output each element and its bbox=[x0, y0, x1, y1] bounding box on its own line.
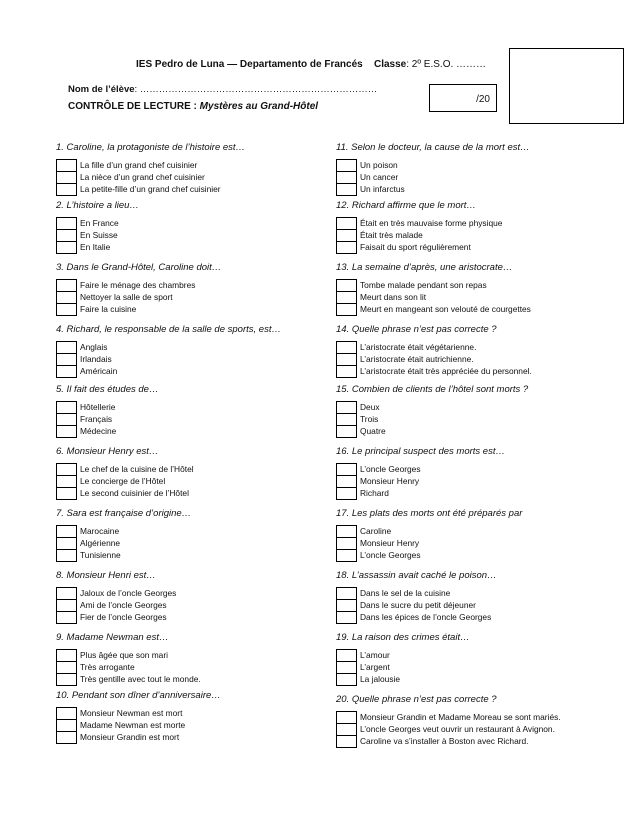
answer-option: En France bbox=[80, 218, 119, 228]
answer-checkbox[interactable] bbox=[337, 230, 356, 242]
question-text: 1. Caroline, la protagoniste de l’histoire est… bbox=[56, 142, 246, 153]
answer-checkbox[interactable] bbox=[337, 550, 356, 562]
option-list bbox=[360, 159, 405, 195]
checkbox-column bbox=[336, 463, 357, 500]
answer-checkbox[interactable] bbox=[337, 612, 356, 624]
question-7 bbox=[56, 507, 192, 560]
answer-checkbox[interactable] bbox=[57, 732, 76, 744]
checkbox-column bbox=[336, 217, 357, 254]
answer-checkbox[interactable] bbox=[57, 612, 76, 624]
checkbox-column bbox=[56, 649, 77, 686]
checkbox-column bbox=[336, 711, 357, 748]
answer-option: L’oncle Georges bbox=[360, 550, 421, 560]
answer-checkbox[interactable] bbox=[57, 550, 76, 562]
answer-option: Meurt dans son lit bbox=[360, 292, 427, 302]
answer-checkbox[interactable] bbox=[57, 426, 76, 438]
answer-checkbox[interactable] bbox=[57, 464, 76, 476]
checkbox-column bbox=[56, 217, 77, 254]
question-11 bbox=[336, 141, 530, 194]
answer-checkbox[interactable] bbox=[337, 526, 356, 538]
option-list bbox=[80, 587, 176, 623]
answer-checkbox[interactable] bbox=[57, 708, 76, 720]
answer-option: Était en très mauvaise forme physique bbox=[360, 218, 503, 228]
answer-checkbox[interactable] bbox=[337, 280, 356, 292]
name-line bbox=[68, 84, 377, 95]
question-13 bbox=[336, 261, 531, 314]
answer-checkbox[interactable] bbox=[337, 538, 356, 550]
question-text: 18. L’assassin avait caché le poison… bbox=[336, 570, 497, 581]
question-14 bbox=[336, 323, 532, 376]
question-text: 6. Monsieur Henry est… bbox=[56, 446, 159, 457]
answer-option: La jalousie bbox=[360, 674, 401, 684]
answer-option: Algérienne bbox=[80, 538, 121, 548]
answer-checkbox[interactable] bbox=[57, 354, 76, 366]
answer-option: Très arrogante bbox=[80, 662, 135, 672]
answer-checkbox[interactable] bbox=[57, 230, 76, 242]
answer-option: Hôtellerie bbox=[80, 402, 116, 412]
name-value[interactable]: : ………………………………………………………………… bbox=[134, 84, 378, 95]
question-8 bbox=[56, 569, 177, 622]
answer-checkbox[interactable] bbox=[337, 426, 356, 438]
answer-option: Anglais bbox=[80, 342, 108, 352]
answer-checkbox[interactable] bbox=[57, 172, 76, 184]
control-title: Mystères au Grand-Hôtel bbox=[199, 101, 319, 112]
option-list bbox=[360, 525, 421, 561]
question-text: 5. Il fait des études de… bbox=[56, 384, 159, 395]
answer-option: L’oncle Georges bbox=[360, 464, 421, 474]
option-list bbox=[360, 463, 421, 499]
answer-option: Marocaine bbox=[80, 526, 120, 536]
answer-option: Monsieur Henry bbox=[360, 538, 420, 548]
option-list bbox=[360, 711, 561, 747]
option-list bbox=[360, 217, 502, 253]
answer-checkbox[interactable] bbox=[57, 218, 76, 230]
class-line bbox=[374, 59, 486, 70]
answer-option: Tunisienne bbox=[80, 550, 121, 560]
answer-option: Faisait du sport régulièrement bbox=[360, 242, 471, 252]
checkbox-column bbox=[336, 401, 357, 438]
checkbox-column bbox=[336, 525, 357, 562]
answer-checkbox[interactable] bbox=[337, 354, 356, 366]
answer-checkbox[interactable] bbox=[57, 526, 76, 538]
answer-checkbox[interactable] bbox=[57, 538, 76, 550]
option-list bbox=[80, 341, 117, 377]
question-20 bbox=[336, 693, 561, 746]
answer-checkbox[interactable] bbox=[337, 366, 356, 378]
answer-option: Jaloux de l’oncle Georges bbox=[80, 588, 177, 598]
name-label: Nom de l’élève bbox=[68, 84, 135, 95]
answer-checkbox[interactable] bbox=[57, 662, 76, 674]
option-list bbox=[80, 707, 185, 743]
option-list bbox=[360, 401, 386, 437]
answer-option: Médecine bbox=[80, 426, 117, 436]
answer-checkbox[interactable] bbox=[337, 242, 356, 254]
answer-checkbox[interactable] bbox=[337, 342, 356, 354]
answer-option: Le concierge de l’Hôtel bbox=[80, 476, 166, 486]
answer-checkbox[interactable] bbox=[57, 588, 76, 600]
answer-checkbox[interactable] bbox=[337, 662, 356, 674]
answer-option: L’aristocrate était très appréciée du personnel. bbox=[360, 366, 532, 376]
option-list bbox=[80, 649, 201, 685]
answer-checkbox[interactable] bbox=[337, 712, 356, 724]
answer-checkbox[interactable] bbox=[337, 650, 356, 662]
question-6 bbox=[56, 445, 194, 498]
answer-checkbox[interactable] bbox=[337, 184, 356, 196]
answer-option: L’aristocrate était autrichienne. bbox=[360, 354, 474, 364]
answer-checkbox[interactable] bbox=[337, 172, 356, 184]
checkbox-column bbox=[336, 159, 357, 196]
question-text: 4. Richard, le responsable de la salle de sports, est… bbox=[56, 324, 281, 335]
answer-option: Le second cuisinier de l’Hôtel bbox=[80, 488, 189, 498]
question-text: 17. Les plats des morts ont été préparés par bbox=[336, 508, 523, 519]
question-text: 14. Quelle phrase n’est pas correcte ? bbox=[336, 324, 497, 335]
answer-checkbox[interactable] bbox=[337, 218, 356, 230]
answer-option: Plus âgée que son mari bbox=[80, 650, 168, 660]
answer-option: Madame Newman est morte bbox=[80, 720, 186, 730]
question-4 bbox=[56, 323, 281, 376]
question-text: 16. Le principal suspect des morts est… bbox=[336, 446, 505, 457]
answer-checkbox[interactable] bbox=[57, 342, 76, 354]
answer-option: Français bbox=[80, 414, 113, 424]
question-15 bbox=[336, 383, 529, 436]
question-text: 19. La raison des crimes était… bbox=[336, 632, 470, 643]
question-5 bbox=[56, 383, 159, 436]
answer-checkbox[interactable] bbox=[337, 304, 356, 316]
answer-checkbox[interactable] bbox=[337, 600, 356, 612]
answer-checkbox[interactable] bbox=[337, 160, 356, 172]
answer-checkbox[interactable] bbox=[57, 292, 76, 304]
question-text: 2. L’histoire a lieu… bbox=[56, 200, 139, 211]
answer-option: L’argent bbox=[360, 662, 390, 672]
question-18 bbox=[336, 569, 497, 622]
answer-option: Trois bbox=[360, 414, 379, 424]
answer-option: Dans le sel de la cuisine bbox=[360, 588, 451, 598]
answer-option: Monsieur Grandin et Madame Moreau se sont mariés. bbox=[360, 712, 561, 722]
answer-option: Meurt en mangeant son velouté de courgettes bbox=[360, 304, 531, 314]
question-text: 20. Quelle phrase n’est pas correcte ? bbox=[336, 694, 497, 705]
answer-option: Fier de l’oncle Georges bbox=[80, 612, 167, 622]
checkbox-column bbox=[56, 279, 77, 316]
checkbox-column bbox=[56, 341, 77, 378]
answer-option: Monsieur Grandin est mort bbox=[80, 732, 180, 742]
option-list bbox=[80, 463, 194, 499]
answer-option: La petite-fille d’un grand chef cuisinier bbox=[80, 184, 221, 194]
class-label: Classe bbox=[374, 59, 407, 70]
checkbox-column bbox=[56, 401, 77, 438]
answer-checkbox[interactable] bbox=[337, 414, 356, 426]
question-19 bbox=[336, 631, 470, 684]
answer-option: L’aristocrate était végétarienne. bbox=[360, 342, 477, 352]
option-list bbox=[80, 159, 221, 195]
checkbox-column bbox=[336, 649, 357, 686]
question-17 bbox=[336, 507, 523, 560]
answer-checkbox[interactable] bbox=[57, 242, 76, 254]
answer-option: Faire la cuisine bbox=[80, 304, 137, 314]
checkbox-column bbox=[336, 587, 357, 624]
answer-option: Caroline va s’installer à Boston avec Richard. bbox=[360, 736, 529, 746]
header-title: IES Pedro de Luna — Departamento de Francés bbox=[136, 59, 363, 70]
answer-checkbox[interactable] bbox=[337, 588, 356, 600]
answer-checkbox[interactable] bbox=[57, 184, 76, 196]
answer-option: Dans le sucre du petit déjeuner bbox=[360, 600, 476, 610]
answer-option: En Suisse bbox=[80, 230, 118, 240]
answer-option: Caroline bbox=[360, 526, 392, 536]
answer-checkbox[interactable] bbox=[57, 304, 76, 316]
checkbox-column bbox=[56, 587, 77, 624]
control-label: CONTRÔLE DE LECTURE : bbox=[68, 101, 197, 112]
answer-option: Dans les épices de l’oncle Georges bbox=[360, 612, 492, 622]
answer-option: Un infarctus bbox=[360, 184, 405, 194]
option-list bbox=[80, 279, 195, 315]
checkbox-column bbox=[56, 525, 77, 562]
score-text: /20 bbox=[476, 94, 490, 105]
question-12 bbox=[336, 199, 503, 252]
option-list bbox=[360, 587, 491, 623]
photo-box bbox=[509, 48, 624, 124]
answer-option: Ami de l’oncle Georges bbox=[80, 600, 167, 610]
answer-option: La fille d’un grand chef cuisinier bbox=[80, 160, 198, 170]
question-text: 15. Combien de clients de l’hôtel sont morts ? bbox=[336, 384, 529, 395]
checkbox-column bbox=[336, 279, 357, 316]
answer-option: Nettoyer la salle de sport bbox=[80, 292, 173, 302]
option-list bbox=[80, 401, 116, 437]
answer-option: Irlandais bbox=[80, 354, 112, 364]
answer-option: Était très malade bbox=[360, 230, 423, 240]
answer-checkbox[interactable] bbox=[57, 402, 76, 414]
checkbox-column bbox=[56, 159, 77, 196]
question-2 bbox=[56, 199, 139, 252]
option-list bbox=[360, 279, 531, 315]
answer-checkbox[interactable] bbox=[57, 674, 76, 686]
question-text: 13. La semaine d’après, une aristocrate… bbox=[336, 262, 513, 273]
answer-option: Richard bbox=[360, 488, 389, 498]
question-1 bbox=[56, 141, 246, 194]
answer-checkbox[interactable] bbox=[57, 280, 76, 292]
answer-checkbox[interactable] bbox=[337, 292, 356, 304]
answer-option: L’amour bbox=[360, 650, 390, 660]
answer-option: Très gentille avec tout le monde. bbox=[80, 674, 201, 684]
answer-checkbox[interactable] bbox=[337, 674, 356, 686]
answer-checkbox[interactable] bbox=[57, 160, 76, 172]
class-value: : 2º E.S.O. ……… bbox=[406, 59, 487, 70]
checkbox-column bbox=[336, 341, 357, 378]
answer-option: L’oncle Georges veut ouvrir un restaurant à Avignon. bbox=[360, 724, 555, 734]
answer-checkbox[interactable] bbox=[337, 402, 356, 414]
answer-checkbox[interactable] bbox=[57, 414, 76, 426]
answer-checkbox[interactable] bbox=[57, 600, 76, 612]
answer-checkbox[interactable] bbox=[57, 720, 76, 732]
answer-checkbox[interactable] bbox=[337, 488, 356, 500]
answer-option: Deux bbox=[360, 402, 380, 412]
answer-option: En Italie bbox=[80, 242, 111, 252]
option-list bbox=[80, 217, 119, 253]
answer-checkbox[interactable] bbox=[57, 650, 76, 662]
answer-checkbox[interactable] bbox=[57, 366, 76, 378]
answer-option: Tombe malade pendant son repas bbox=[360, 280, 487, 290]
answer-option: Monsieur Newman est mort bbox=[80, 708, 183, 718]
answer-option: Faire le ménage des chambres bbox=[80, 280, 196, 290]
control-heading bbox=[68, 101, 318, 112]
question-3 bbox=[56, 261, 222, 314]
answer-option: Un cancer bbox=[360, 172, 399, 182]
answer-option: Américain bbox=[80, 366, 118, 376]
answer-option: Un poison bbox=[360, 160, 398, 170]
checkbox-column bbox=[56, 463, 77, 500]
answer-checkbox[interactable] bbox=[337, 736, 356, 748]
question-10 bbox=[56, 689, 221, 742]
question-text: 12. Richard affirme que le mort… bbox=[336, 200, 476, 211]
option-list bbox=[80, 525, 121, 561]
answer-checkbox[interactable] bbox=[337, 464, 356, 476]
score-box bbox=[429, 84, 497, 112]
answer-option: Monsieur Henry bbox=[360, 476, 420, 486]
answer-checkbox[interactable] bbox=[57, 488, 76, 500]
question-text: 3. Dans le Grand-Hôtel, Caroline doit… bbox=[56, 262, 222, 273]
question-text: 11. Selon le docteur, la cause de la mort est… bbox=[336, 142, 530, 153]
question-9 bbox=[56, 631, 201, 684]
answer-checkbox[interactable] bbox=[57, 476, 76, 488]
question-text: 9. Madame Newman est… bbox=[56, 632, 169, 643]
question-text: 10. Pendant son dîner d’anniversaire… bbox=[56, 690, 221, 701]
option-list bbox=[360, 649, 400, 685]
answer-checkbox[interactable] bbox=[337, 476, 356, 488]
option-list bbox=[360, 341, 532, 377]
answer-option: La nièce d’un grand chef cuisinier bbox=[80, 172, 205, 182]
answer-option: Quatre bbox=[360, 426, 386, 436]
question-16 bbox=[336, 445, 505, 498]
question-text: 7. Sara est française d’origine… bbox=[56, 508, 192, 519]
checkbox-column bbox=[56, 707, 77, 744]
answer-checkbox[interactable] bbox=[337, 724, 356, 736]
question-text: 8. Monsieur Henri est… bbox=[56, 570, 156, 581]
answer-option: Le chef de la cuisine de l’Hôtel bbox=[80, 464, 194, 474]
